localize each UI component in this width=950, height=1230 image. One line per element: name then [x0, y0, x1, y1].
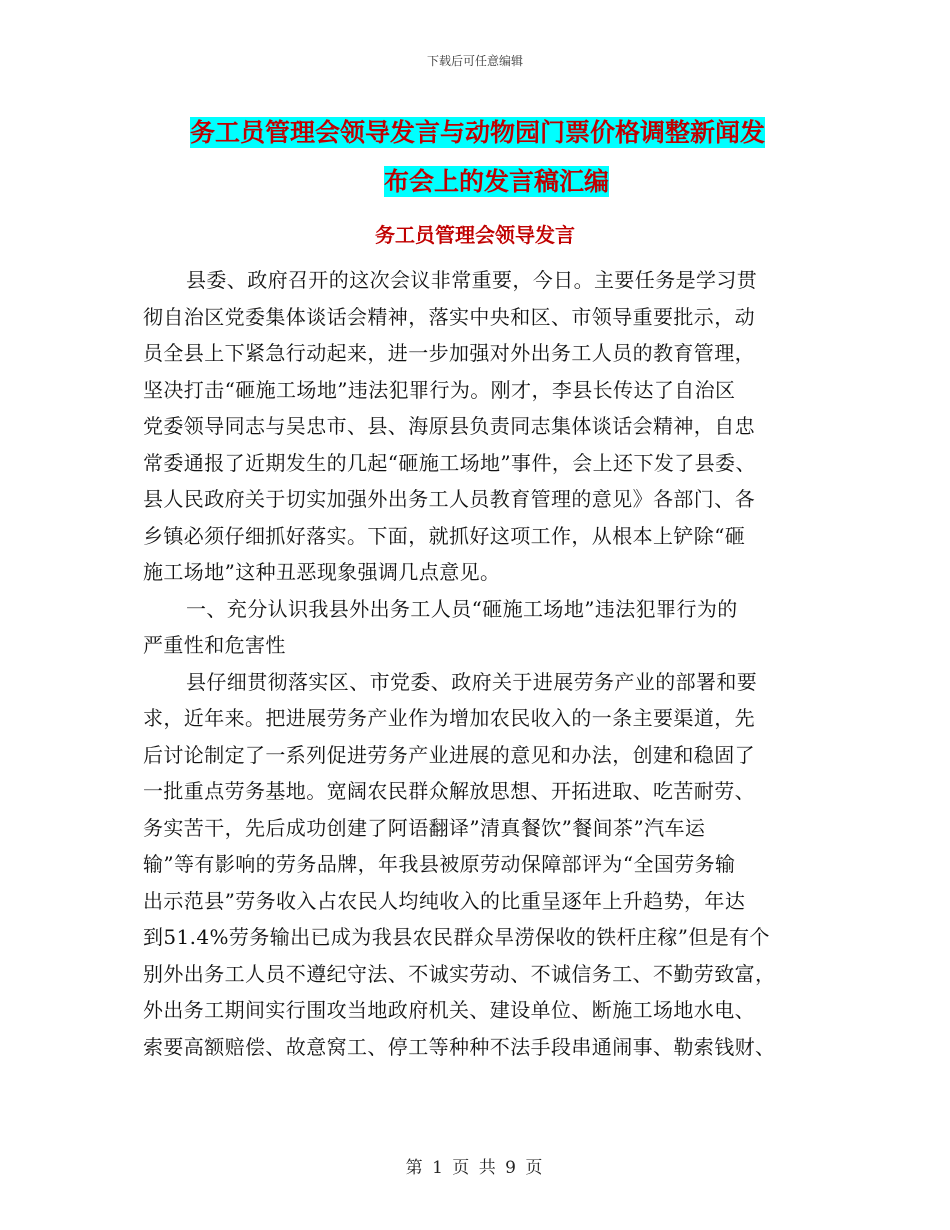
paragraph-line: 索要高额赔偿、故意窝工、停工等种种不法手段串通闹事、勒索钱财、	[143, 1034, 776, 1059]
document-title-line-2	[384, 157, 810, 206]
paragraph-line: 别外出务工人员不遵纪守法、不诚实劳动、不诚信务工、不勤劳致富，	[143, 961, 776, 986]
paragraph-line: 彻自治区党委集体谈话会精神，落实中央和区、市领导重要批示，动	[143, 304, 755, 329]
paragraph-line: 出示范县”劳务收入占农民人均纯收入的比重呈逐年上升趋势，年达	[143, 888, 746, 913]
section-title: 务工员管理会领导发言	[375, 223, 575, 247]
paragraph-line: 一、充分认识我县外出务工人员“砸施工场地”违法犯罪行为的	[186, 596, 738, 621]
page-header: 下载后可任意编辑	[426, 54, 523, 68]
paragraph-line: 一批重点劳务基地。宽阔农民群众解放思想、开拓进取、吃苦耐劳、	[143, 779, 755, 803]
paragraph-line: 务实苦干，先后成功创建了阿语翻译”清真餐饮”餐间茶”汽车运	[143, 815, 706, 840]
title-highlight: 务工员管理会领导发言与动物园门票价格调整新闻发	[190, 118, 766, 147]
body-text	[143, 262, 803, 1065]
title-highlight: 布会上的发言稿汇编	[384, 167, 610, 196]
paragraph-line: 县委、政府召开的这次会议非常重要，今日。主要任务是学习贯	[186, 268, 758, 292]
paragraph-line: 求，近年来。把进展劳务产业作为增加农民收入的一条主要渠道，先	[143, 706, 755, 730]
document-title	[190, 108, 810, 206]
paragraph-line: 严重性和危害性	[143, 633, 286, 657]
paragraph-line: 施工场地”这种丑恶现象强调几点意见。	[143, 560, 501, 584]
paragraph-line: 外出务工期间实行围攻当地政府机关、建设单位、断施工场地水电、	[143, 998, 755, 1022]
page-number: 第 1 页 共 9 页	[405, 1158, 545, 1178]
paragraph-line: 县仔细贯彻落实区、市党委、政府关于进展劳务产业的部署和要	[186, 669, 758, 694]
paragraph-line: 乡镇必须仔细抓好落实。下面，就抓好这项工作，从根本上铲除“砸	[143, 523, 746, 548]
paragraph-line: 后讨论制定了一系列促进劳务产业进展的意见和办法，创建和稳固了	[143, 742, 755, 767]
paragraph-line: 员全县上下紧急行动起来，进一步加强对外出务工人员的教育管理，	[143, 341, 755, 365]
paragraph-line: 县人民政府关于切实加强外出务工人员教育管理的意见》各部门、各	[143, 487, 755, 511]
paragraph-line: 常委通报了近期发生的几起“砸施工场地”事件，会上还下发了县委、	[143, 450, 756, 475]
paragraph-line: 党委领导同志与吴忠市、县、海原县负责同志集体谈话会精神，自忠	[143, 414, 755, 438]
paragraph-line: 到51.4%劳务输出已成为我县农民群众旱涝保收的铁杆庄稼”但是有个	[143, 925, 770, 949]
paragraph-line: 坚决打击“砸施工场地”违法犯罪行为。刚才，李县长传达了自治区	[143, 377, 736, 402]
document-title-line-1	[190, 108, 810, 157]
paragraph-line: 输”等有影响的劳务品牌，年我县被原劳动保障部评为“全国劳务输	[143, 852, 736, 876]
